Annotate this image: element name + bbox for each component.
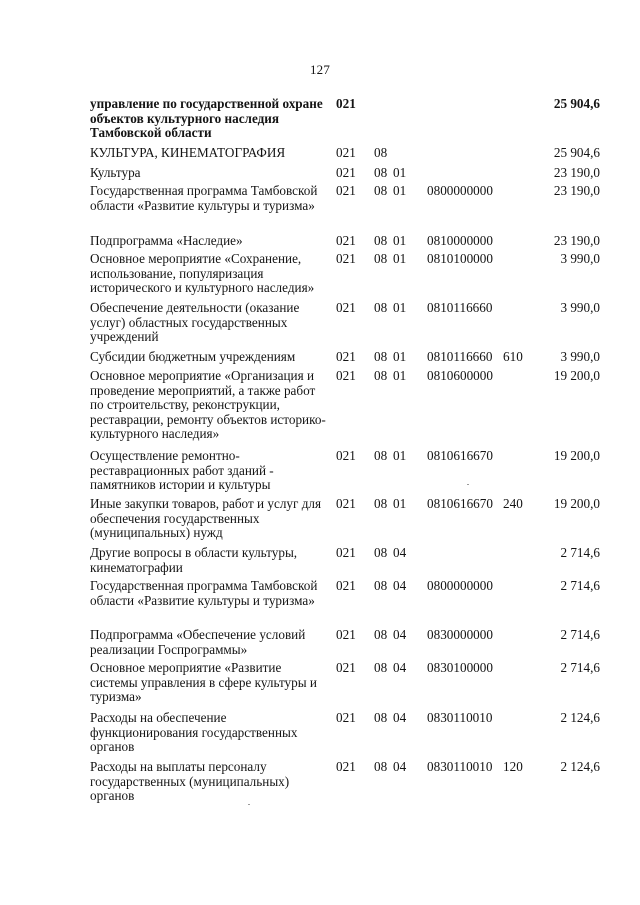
row-admin-code: 021 <box>336 300 356 315</box>
row-target-code: 0830110010 <box>427 710 493 725</box>
row-target-code: 0810616670 <box>427 448 493 463</box>
row-name: Осуществление ремонтно-реставрационных работ зданий - памятников истории и культуры <box>90 448 274 493</box>
row-section-code: 08 <box>374 710 388 725</box>
row-section-code: 08 <box>374 349 388 364</box>
row-subsection-code: 01 <box>393 233 407 248</box>
row-subsection-code: 04 <box>393 578 407 593</box>
row-subsection-code: 04 <box>393 759 407 774</box>
row-amount: 3 990,0 <box>560 300 600 315</box>
row-section-code: 08 <box>374 496 388 511</box>
row-target-code: 0810000000 <box>427 233 493 248</box>
row-name: Основное мероприятие «Сохранение, использование, популяризация исторического и культурного наследия» <box>90 251 315 296</box>
row-name: Расходы на обеспечение функционирования государственных органов <box>90 710 298 755</box>
row-admin-code: 021 <box>336 96 356 111</box>
row-section-code: 08 <box>374 660 388 675</box>
row-amount: 2 124,6 <box>560 710 600 725</box>
row-subsection-code: 01 <box>393 368 407 383</box>
row-target-code: 0800000000 <box>427 578 493 593</box>
row-target-code: 0810616670 <box>427 496 493 511</box>
row-amount: 2 124,6 <box>560 759 600 774</box>
row-section-code: 08 <box>374 233 388 248</box>
row-amount: 23 190,0 <box>553 165 600 180</box>
row-amount: 19 200,0 <box>553 368 600 383</box>
row-amount: 2 714,6 <box>560 660 600 675</box>
row-admin-code: 021 <box>336 578 356 593</box>
row-name: КУЛЬТУРА, КИНЕМАТОГРАФИЯ <box>90 145 286 160</box>
row-subsection-code: 04 <box>393 710 407 725</box>
row-admin-code: 021 <box>336 710 356 725</box>
row-name: Расходы на выплаты персоналу государственных (муниципальных) органов <box>90 759 290 804</box>
row-admin-code: 021 <box>336 496 356 511</box>
row-section-code: 08 <box>374 145 388 160</box>
row-target-code: 0810116660 <box>427 300 493 315</box>
row-name: Культура <box>90 165 141 180</box>
row-target-code: 0810600000 <box>427 368 493 383</box>
row-name: Основное мероприятие «Организация и проведение мероприятий, а также работ по строительству, реконструкции, реставрации, ремонту объектов историко-культурного наследия» <box>90 368 326 442</box>
scan-dot <box>467 484 469 485</box>
row-amount: 23 190,0 <box>553 233 600 248</box>
row-admin-code: 021 <box>336 448 356 463</box>
row-admin-code: 021 <box>336 233 356 248</box>
row-subsection-code: 04 <box>393 627 407 642</box>
row-admin-code: 021 <box>336 165 356 180</box>
row-name: Государственная программа Тамбовской области «Развитие культуры и туризма» <box>90 578 318 608</box>
row-name: Другие вопросы в области культуры, кинематографии <box>90 545 298 575</box>
row-subsection-code: 01 <box>393 251 407 266</box>
row-section-code: 08 <box>374 368 388 383</box>
row-name: Подпрограмма «Наследие» <box>90 233 243 248</box>
row-amount: 23 190,0 <box>553 183 600 198</box>
row-admin-code: 021 <box>336 183 356 198</box>
row-amount: 19 200,0 <box>553 496 600 511</box>
row-target-code: 0810116660 <box>427 349 493 364</box>
row-amount: 2 714,6 <box>560 545 600 560</box>
row-section-code: 08 <box>374 627 388 642</box>
row-admin-code: 021 <box>336 759 356 774</box>
row-admin-code: 021 <box>336 349 356 364</box>
row-name: Иные закупки товаров, работ и услуг для обеспечения государственных (муниципальных) нужд <box>90 496 322 541</box>
row-amount: 3 990,0 <box>560 349 600 364</box>
row-subsection-code: 01 <box>393 165 407 180</box>
row-subsection-code: 01 <box>393 300 407 315</box>
row-admin-code: 021 <box>336 251 356 266</box>
row-expense-code: 610 <box>503 349 523 364</box>
row-amount: 19 200,0 <box>553 448 600 463</box>
row-name: Обеспечение деятельности (оказание услуг) областных государственных учреждений <box>90 300 300 345</box>
row-expense-code: 240 <box>503 496 523 511</box>
row-target-code: 0810100000 <box>427 251 493 266</box>
row-name: Субсидии бюджетным учреждениям <box>90 349 296 364</box>
row-section-code: 08 <box>374 759 388 774</box>
row-amount: 2 714,6 <box>560 627 600 642</box>
row-target-code: 0830100000 <box>427 660 493 675</box>
row-amount: 3 990,0 <box>560 251 600 266</box>
row-section-code: 08 <box>374 448 388 463</box>
page-number: 127 <box>309 62 331 77</box>
row-amount: 25 904,6 <box>553 145 600 160</box>
row-amount: 25 904,6 <box>553 96 600 111</box>
row-name: управление по государственной охране объектов культурного наследия Тамбовской области <box>90 96 323 141</box>
row-name: Подпрограмма «Обеспечение условий реализации Госпрограммы» <box>90 627 306 657</box>
row-subsection-code: 04 <box>393 545 407 560</box>
row-target-code: 0800000000 <box>427 183 493 198</box>
row-section-code: 08 <box>374 545 388 560</box>
row-name: Основное мероприятие «Развитие системы управления в сфере культуры и туризма» <box>90 660 317 705</box>
scan-dot <box>248 804 250 805</box>
row-subsection-code: 04 <box>393 660 407 675</box>
row-subsection-code: 01 <box>393 496 407 511</box>
row-section-code: 08 <box>374 165 388 180</box>
row-amount: 2 714,6 <box>560 578 600 593</box>
row-section-code: 08 <box>374 251 388 266</box>
row-admin-code: 021 <box>336 145 356 160</box>
row-admin-code: 021 <box>336 627 356 642</box>
row-section-code: 08 <box>374 578 388 593</box>
row-expense-code: 120 <box>503 759 523 774</box>
row-subsection-code: 01 <box>393 448 407 463</box>
row-target-code: 0830110010 <box>427 759 493 774</box>
row-admin-code: 021 <box>336 368 356 383</box>
row-section-code: 08 <box>374 183 388 198</box>
row-subsection-code: 01 <box>393 183 407 198</box>
row-subsection-code: 01 <box>393 349 407 364</box>
row-admin-code: 021 <box>336 660 356 675</box>
row-admin-code: 021 <box>336 545 356 560</box>
row-section-code: 08 <box>374 300 388 315</box>
row-target-code: 0830000000 <box>427 627 493 642</box>
row-name: Государственная программа Тамбовской области «Развитие культуры и туризма» <box>90 183 318 213</box>
